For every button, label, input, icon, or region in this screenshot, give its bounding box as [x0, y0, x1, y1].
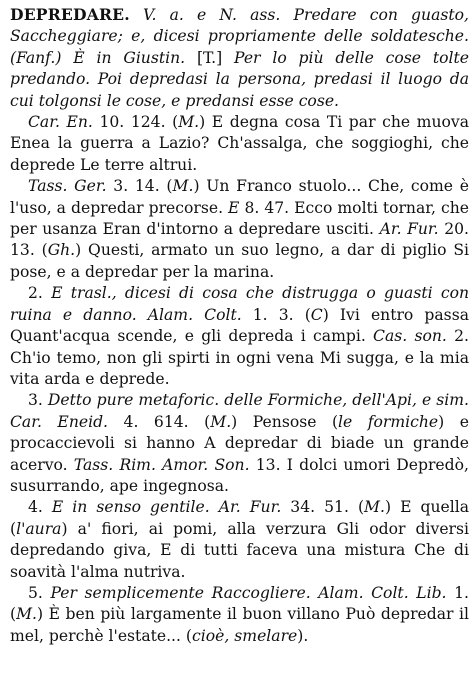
text-segment: ) Ivi entro passa Quant'acqua scende, e gli depreda i campi. — [10, 305, 469, 346]
text-segment: 2. Ch'io temo, non gli spirti in ogni vena Mi sugga, e la mia vita arda e deprede. — [10, 327, 469, 388]
italic-segment: l'aura — [16, 519, 62, 538]
dictionary-entry — [10, 4, 469, 647]
italic-segment: Tass. Rim. Amor. Son. — [73, 455, 250, 474]
text-segment: ) E degna cosa Ti par che muova Enea la guerra a Lazio? Ch'assalga, che soggioghi, che deprede Le terre altrui. — [10, 113, 469, 174]
text-segment: 1. ( — [10, 583, 469, 624]
italic-segment: Car. En. — [28, 113, 93, 132]
text-segment: ) Pensose ( — [231, 412, 339, 431]
text-segment: 20. 13. ( — [10, 220, 469, 260]
italic-segment: Cas. son. — [373, 327, 447, 346]
italic-segment: Detto pure metaforic. delle Formiche, dell'Api, e sim. Car. Eneid. — [10, 391, 469, 431]
italic-segment: Per semplicemente Raccogliere. Alam. Colt. Lib. — [50, 583, 447, 602]
italic-segment: Tass. Ger. — [28, 177, 107, 196]
italic-segment: Gh. — [47, 241, 76, 260]
text-segment: 3. — [28, 391, 48, 410]
text-segment: ). — [297, 626, 309, 645]
sense-4-paragraph — [10, 497, 469, 583]
italic-segment: E — [228, 198, 240, 217]
text-segment: 4. 614. ( — [108, 412, 211, 431]
italic-segment: M. — [210, 412, 232, 431]
sense-3-paragraph — [10, 390, 469, 497]
text-segment: ) Questi, armato un suo legno, a dar di piglio Si pose, e a depredar per la marina. — [10, 241, 470, 281]
example-caro — [10, 112, 469, 176]
text-segment: 2. — [28, 284, 52, 303]
example-tasso — [10, 176, 469, 283]
sense-2-paragraph — [10, 283, 469, 390]
italic-segment: M. — [16, 605, 38, 624]
text-segment: 34. 51. ( — [281, 498, 365, 517]
text-segment: ) e procaccievoli si hanno A depredar di biade un grande acervo. — [10, 412, 469, 474]
italic-segment: Per lo più delle cose tolte predando. Poi depredasi la persona, predasi il luogo da cui tolgonsi le cose, e predansi esse cose. — [10, 48, 469, 110]
italic-segment: M. — [364, 498, 385, 517]
text-segment: 1. 3. ( — [241, 305, 311, 324]
headword: DEPREDARE. — [10, 5, 130, 24]
sense-5-paragraph — [10, 583, 469, 647]
text-segment: 5. — [28, 583, 51, 602]
italic-segment: Ar. Fur. — [379, 220, 439, 239]
text-segment: ) È ben più largamente il buon villano Può depredar il mel, perchè l'estate... ( — [10, 605, 469, 645]
italic-segment: E in senso gentile. Ar. Fur. — [51, 498, 282, 517]
italic-segment: E trasl., dicesi di cosa che distrugga o guasti con ruina e danno. Alam. Colt. — [10, 284, 470, 324]
text-segment: 4. — [28, 498, 52, 517]
italic-segment: M. — [172, 177, 194, 196]
text-segment: 13. I dolci umori Depredò, susurrando, ape ingegnosa. — [10, 455, 469, 495]
italic-segment: C — [310, 305, 323, 324]
text-segment: [T.] — [196, 48, 235, 67]
italic-segment: le formiche — [338, 412, 439, 431]
text-segment: 10. 124. ( — [92, 113, 179, 132]
italic-segment: V. a. e N. ass. Predare con guasto, Saccheggiare; e, dicesi propriamente delle soldatesche. (Fanf.) È in Giustin. — [10, 6, 469, 67]
italic-segment: M. — [178, 113, 200, 132]
italic-segment: cioè, smelare — [192, 626, 298, 645]
text-segment: ) a' fiori, ai pomi, alla verzura Gli odor diversi depredando giva, E di tutti faceva una mistura Che di soavità l'alma nutriva. — [10, 519, 469, 581]
text-segment: ) E quella ( — [10, 498, 469, 538]
definition-paragraph — [10, 4, 469, 112]
text-segment: ) Un Franco stuolo... Che, come è l'uso, a depredar precorse. — [10, 177, 469, 217]
text-segment: 3. 14. ( — [106, 177, 173, 196]
text-segment: 8. 47. Ecco molti tornar, che per usanza Eran d'intorno a depredare usciti. — [10, 198, 469, 239]
